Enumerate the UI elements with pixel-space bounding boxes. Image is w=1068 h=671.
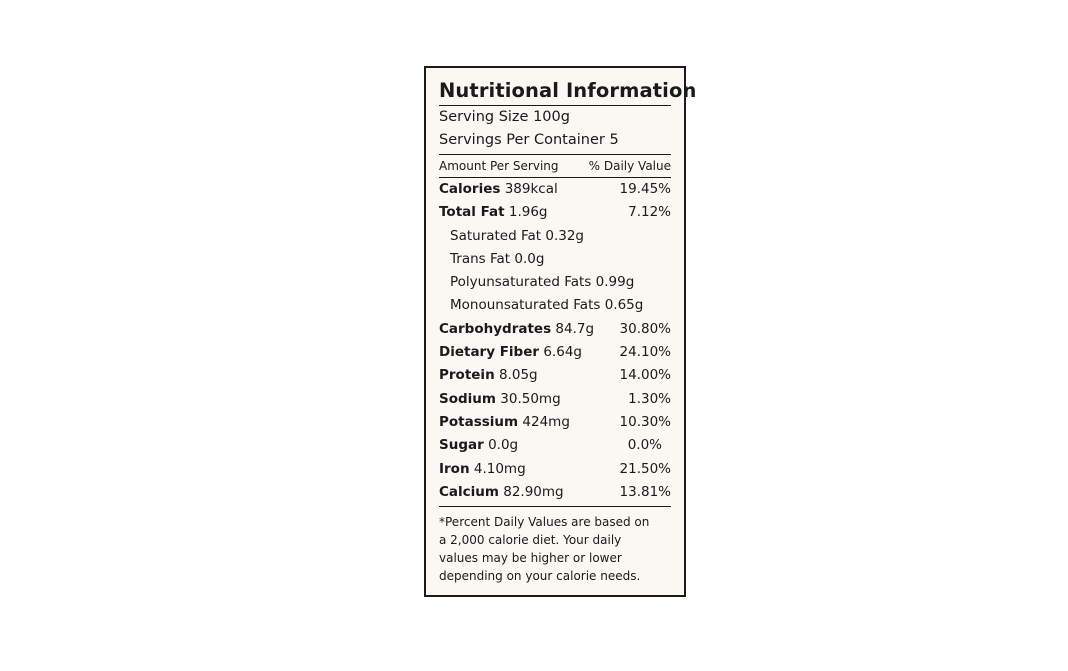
nutrient-name: Iron <box>439 460 470 477</box>
nutrient-daily-value: 7.12% <box>628 204 671 221</box>
nutrient-row-sodium <box>439 388 671 411</box>
nutrient-amount: 4.10mg <box>473 460 526 477</box>
nutrient-row-saturated-fat <box>439 225 671 248</box>
serving-size: Serving Size 100g <box>439 109 570 125</box>
nutrient-amount: 84.7g <box>555 320 595 337</box>
footnote: *Percent Daily Values are based on a 2,000 calorie diet. Your daily values may be higher or lower depending on your calorie needs. <box>439 515 650 584</box>
nutrient-row-carbohydrates <box>439 318 671 341</box>
nutrient-name: Calcium <box>439 483 499 500</box>
nutrient-name: Carbohydrates <box>439 320 552 337</box>
nutrient-name: Saturated Fat <box>450 227 542 244</box>
nutrient-name: Calories <box>439 181 501 197</box>
nutrient-daily-value: 13.81% <box>619 483 671 500</box>
nutrient-row-monounsaturated-fats <box>439 294 671 317</box>
nutrient-amount: 424mg <box>522 413 570 430</box>
nutrient-daily-value: 30.80% <box>619 320 671 337</box>
nutrient-amount: 0.99g <box>595 274 635 291</box>
nutrient-row-total-fat <box>439 201 671 224</box>
nutrient-row-sugar <box>439 434 671 457</box>
nutrient-amount: 0.32g <box>545 227 585 244</box>
nutrient-list <box>439 178 671 504</box>
nutrition-label <box>424 66 697 597</box>
nutrient-row-polyunsaturated-fats <box>439 271 671 294</box>
nutrient-name: Protein <box>439 367 495 384</box>
nutrient-amount: 0.0g <box>488 437 519 454</box>
nutrient-name: Polyunsaturated Fats <box>450 274 592 291</box>
amount-header <box>439 155 671 178</box>
nutrient-amount: 1.96g <box>508 204 548 221</box>
nutrient-name: Monounsaturated Fats <box>450 297 601 314</box>
divider <box>439 506 671 507</box>
nutrient-amount: 82.90mg <box>503 483 564 500</box>
nutrient-amount: 8.05g <box>498 367 538 384</box>
nutrient-name: Potassium <box>439 413 519 430</box>
nutrient-daily-value: 14.00% <box>619 367 671 384</box>
amount-per-serving-label: Amount Per Serving <box>439 159 559 173</box>
nutrient-row-trans-fat <box>439 248 671 271</box>
nutrient-amount: 389kcal <box>504 181 558 197</box>
nutrient-daily-value: 1.30% <box>628 390 671 407</box>
nutrient-row-iron <box>439 458 671 481</box>
nutrient-name: Sugar <box>439 437 484 454</box>
nutrient-row-calories <box>439 178 671 201</box>
nutrient-name: Total Fat <box>439 204 505 221</box>
nutrient-daily-value: 19.45% <box>619 181 671 197</box>
nutrient-row-potassium <box>439 411 671 434</box>
nutrient-amount: 0.65g <box>604 297 644 314</box>
nutrient-amount: 6.64g <box>543 344 582 361</box>
nutrient-row-calcium <box>439 481 671 504</box>
nutrient-amount: 30.50mg <box>500 390 561 407</box>
nutrient-name: Dietary Fiber <box>439 344 540 361</box>
nutrient-name: Trans Fat <box>450 250 511 267</box>
nutrient-name: Sodium <box>439 390 496 407</box>
nutrient-row-protein <box>439 364 671 387</box>
nutrient-daily-value: 0.0% <box>627 437 662 454</box>
nutrient-amount: 0.0g <box>514 250 545 267</box>
daily-value-header: % Daily Value <box>588 159 671 173</box>
servings-per-container: Servings Per Container 5 <box>439 129 671 155</box>
label-title: Nutritional Information <box>439 78 671 106</box>
nutrient-daily-value: 10.30% <box>619 413 671 430</box>
nutrient-daily-value: 21.50% <box>619 460 671 477</box>
nutrient-row-dietary-fiber <box>439 341 671 364</box>
nutrient-daily-value: 24.10% <box>619 344 671 361</box>
